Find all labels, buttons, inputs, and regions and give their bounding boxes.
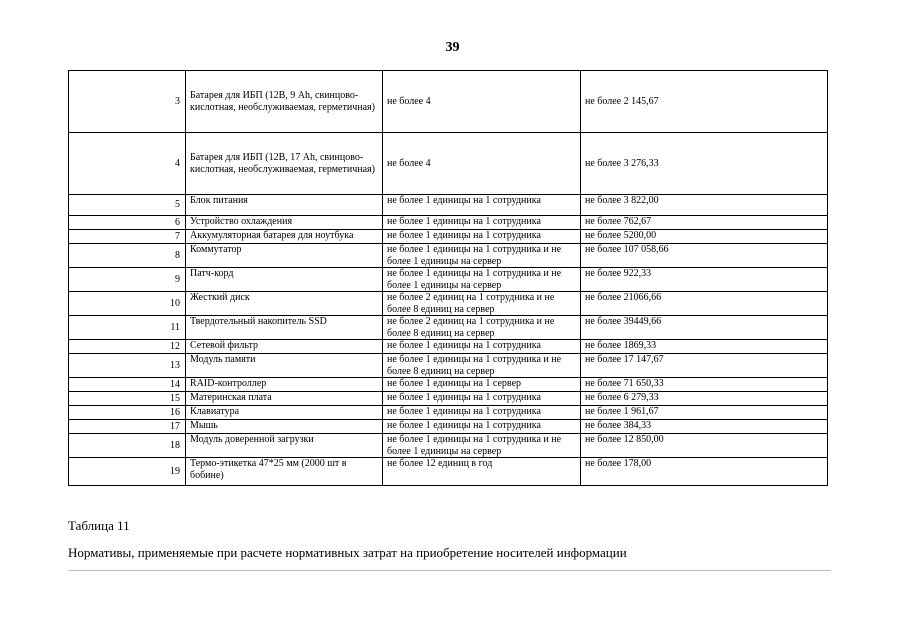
table-row [69, 378, 828, 392]
item-price: не более 17 147,67 [581, 354, 828, 378]
item-name: Сетевой фильтр [186, 340, 383, 354]
item-quantity: не более 1 единицы на 1 сотрудника и не более 1 единицы на сервер [383, 244, 581, 268]
item-name: RAID-контроллер [186, 378, 383, 392]
item-name: Термо-этикетка 47*25 мм (2000 шт в бобине) [186, 458, 383, 486]
table-subcaption: Нормативы, применяемые при расчете нормативных затрат на приобретение носителей информации [68, 545, 627, 560]
row-number: 8 [69, 244, 186, 268]
item-price: не более 178,00 [581, 458, 828, 486]
table-row [69, 216, 828, 230]
item-price: не более 107 058,66 [581, 244, 828, 268]
item-quantity: не более 4 [383, 71, 581, 133]
row-number: 16 [69, 406, 186, 420]
row-number: 12 [69, 340, 186, 354]
table-row [69, 340, 828, 354]
item-quantity: не более 1 единицы на 1 сотрудника [383, 195, 581, 216]
item-price: не более 1 961,67 [581, 406, 828, 420]
item-price: не более 21066,66 [581, 292, 828, 316]
item-quantity: не более 1 единицы на 1 сотрудника [383, 230, 581, 244]
row-number: 18 [69, 434, 186, 458]
item-quantity: не более 1 единицы на 1 сотрудника и не более 1 единицы на сервер [383, 434, 581, 458]
item-price: не более 762,67 [581, 216, 828, 230]
item-quantity: не более 1 единицы на 1 сотрудника и не более 1 единицы на сервер [383, 268, 581, 292]
row-number: 5 [69, 195, 186, 216]
item-price: не более 39449,66 [581, 316, 828, 340]
row-number: 7 [69, 230, 186, 244]
item-quantity: не более 2 единиц на 1 сотрудника и не более 8 единиц на сервер [383, 292, 581, 316]
item-price: не более 3 276,33 [581, 133, 828, 195]
item-name: Твердотельный накопитель SSD [186, 316, 383, 340]
item-price: не более 384,33 [581, 420, 828, 434]
item-quantity: не более 1 единицы на 1 сотрудника и не более 8 единиц на сервер [383, 354, 581, 378]
item-price: не более 6 279,33 [581, 392, 828, 406]
item-price: не более 2 145,67 [581, 71, 828, 133]
item-name: Аккумуляторная батарея для ноутбука [186, 230, 383, 244]
item-price: не более 5200,00 [581, 230, 828, 244]
row-number: 15 [69, 392, 186, 406]
table-row [69, 268, 828, 292]
item-price: не более 12 850,00 [581, 434, 828, 458]
table-row [69, 406, 828, 420]
row-number: 17 [69, 420, 186, 434]
item-quantity: не более 1 единицы на 1 сотрудника [383, 340, 581, 354]
row-number: 11 [69, 316, 186, 340]
row-number: 14 [69, 378, 186, 392]
table-row [69, 71, 828, 133]
item-name: Устройство охлаждения [186, 216, 383, 230]
table-row [69, 458, 828, 486]
table-row [69, 420, 828, 434]
row-number: 19 [69, 458, 186, 486]
item-quantity: не более 1 единицы на 1 сотрудника [383, 216, 581, 230]
item-quantity: не более 1 единицы на 1 сотрудника [383, 420, 581, 434]
item-name: Жесткий диск [186, 292, 383, 316]
item-quantity: не более 1 единицы на 1 сотрудника [383, 392, 581, 406]
table-row [69, 244, 828, 268]
item-name: Клавиатура [186, 406, 383, 420]
table-row [69, 354, 828, 378]
table-row [69, 392, 828, 406]
item-quantity: не более 12 единиц в год [383, 458, 581, 486]
item-name: Материнская плата [186, 392, 383, 406]
row-number: 4 [69, 133, 186, 195]
item-price: не более 1869,33 [581, 340, 828, 354]
table-row [69, 316, 828, 340]
table-row [69, 195, 828, 216]
table-row [69, 434, 828, 458]
item-name: Модуль памяти [186, 354, 383, 378]
item-name: Блок питания [186, 195, 383, 216]
item-name: Мышь [186, 420, 383, 434]
row-number: 10 [69, 292, 186, 316]
row-number: 9 [69, 268, 186, 292]
table-caption: Таблица 11 [68, 518, 130, 533]
table-row [69, 133, 828, 195]
item-name: Батарея для ИБП (12В, 9 Ah, свинцово-кислотная, необслуживаемая, герметичная) [186, 71, 383, 133]
item-quantity: не более 1 единицы на 1 сотрудника [383, 406, 581, 420]
row-number: 13 [69, 354, 186, 378]
item-quantity: не более 2 единиц на 1 сотрудника и не более 8 единиц на сервер [383, 316, 581, 340]
item-price: не более 71 650,33 [581, 378, 828, 392]
item-name: Патч-корд [186, 268, 383, 292]
row-number: 3 [69, 71, 186, 133]
page-number: 39 [445, 40, 460, 55]
item-quantity: не более 1 единицы на 1 сервер [383, 378, 581, 392]
table-row [69, 230, 828, 244]
item-name: Коммутатор [186, 244, 383, 268]
divider [68, 570, 831, 571]
item-price: не более 3 822,00 [581, 195, 828, 216]
item-quantity: не более 4 [383, 133, 581, 195]
item-price: не более 922,33 [581, 268, 828, 292]
row-number: 6 [69, 216, 186, 230]
table-row [69, 292, 828, 316]
item-name: Батарея для ИБП (12В, 17 Ah, свинцово-кислотная, необслуживаемая, герметичная) [186, 133, 383, 195]
norms-table [68, 70, 828, 486]
item-name: Модуль доверенной загрузки [186, 434, 383, 458]
